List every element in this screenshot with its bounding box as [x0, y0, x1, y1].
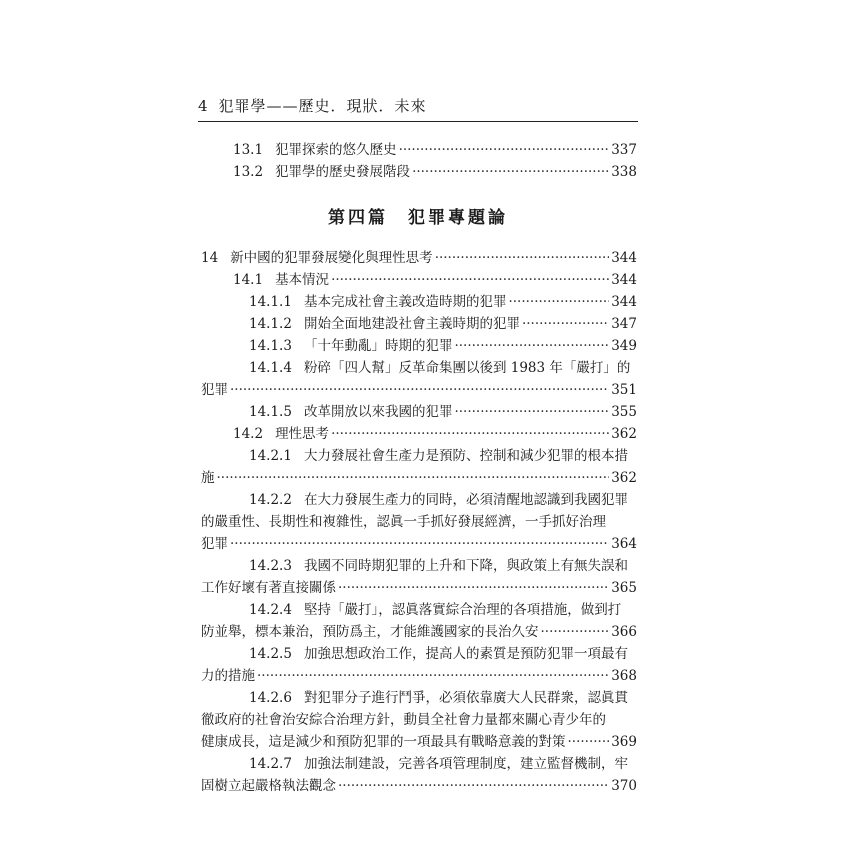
- entry-page: 362: [611, 470, 637, 486]
- toc-entry-14-2-7-cont: [201, 774, 637, 796]
- entry-page: 364: [611, 536, 637, 552]
- header-rule: [198, 121, 638, 122]
- toc-entry-14-2-5-cont: [201, 664, 637, 686]
- entry-title: 開始全面地建設社會主義時期的犯罪: [303, 316, 520, 332]
- dot-leader: [541, 624, 610, 640]
- entry-number: 14.2.2: [249, 492, 292, 508]
- entry-page: 337: [611, 142, 637, 158]
- entry-title-line-2: 施: [201, 470, 215, 486]
- dot-leader: [331, 272, 609, 288]
- entry-page: 344: [611, 250, 637, 266]
- toc-entry-14-1-5: [249, 400, 637, 422]
- dot-leader: [435, 250, 610, 266]
- dot-leader: [508, 294, 609, 310]
- dot-leader: [454, 404, 609, 420]
- toc-entry-14-2-6-cont2: [201, 730, 637, 752]
- dot-leader: [338, 580, 609, 596]
- dot-leader: [399, 142, 610, 158]
- entry-title-line-1: 加強法制建設，完善各項管理制度，建立監督機制，牢: [303, 756, 628, 772]
- entry-title: 新中國的犯罪發展變化與理性思考: [230, 250, 433, 266]
- toc-entry-14-1: [233, 268, 637, 290]
- entry-number: 14.1.2: [249, 316, 292, 332]
- toc-entry-14-2-2-cont2: [201, 532, 637, 554]
- toc-entry-14: [201, 246, 637, 268]
- entry-page: 369: [611, 734, 637, 750]
- entry-title-line-2: 防並舉，標本兼治，預防爲主，才能維護國家的長治久安: [201, 624, 539, 640]
- entry-page: 355: [611, 404, 637, 420]
- entry-page: 368: [611, 668, 637, 684]
- entry-page: 338: [611, 164, 637, 180]
- entry-number: 14.2.6: [249, 690, 292, 706]
- toc-entry-14-2-5: [249, 642, 637, 664]
- entry-title-line-2: 力的措施: [201, 668, 255, 684]
- entry-number: 14.1: [233, 272, 264, 288]
- dot-leader: [454, 338, 609, 354]
- entry-title-line-1: 粉碎「四人幫」反革命集團以後到 1983 年「嚴打」的: [303, 360, 631, 376]
- entry-number: 14.2: [233, 426, 264, 442]
- entry-page: 344: [611, 272, 637, 288]
- entry-title-line-2: 固樹立起嚴格執法觀念: [201, 778, 336, 794]
- dot-leader: [412, 164, 609, 180]
- entry-number: 14.1.5: [249, 404, 292, 420]
- dot-leader: [568, 734, 610, 750]
- entry-title: 改革開放以來我國的犯罪: [303, 404, 453, 420]
- entry-number: 14.1.3: [249, 338, 292, 354]
- toc-entry-14-1-1: [249, 290, 637, 312]
- toc-entry-14-2-1-cont: [201, 466, 637, 488]
- toc-entry-14-2-1: [249, 444, 637, 466]
- entry-number: 13.2: [233, 164, 264, 180]
- dot-leader: [230, 382, 609, 398]
- entry-title: 犯罪探索的悠久歷史: [275, 142, 397, 158]
- entry-number: 14.2.3: [249, 558, 292, 574]
- dot-leader: [522, 316, 609, 332]
- toc-entry-14-2-6-cont: [201, 708, 637, 730]
- toc-entry-14-1-4: [249, 356, 637, 378]
- toc-entry-14-1-3: [249, 334, 637, 356]
- entry-title-line-2: 犯罪: [201, 382, 228, 398]
- toc-entry-14-2-6: [249, 686, 637, 708]
- entry-number: 13.1: [233, 142, 264, 158]
- entry-title: 「十年動亂」時期的犯罪: [303, 338, 453, 354]
- dot-leader: [338, 778, 609, 794]
- toc-entry-14-2-2: [249, 488, 637, 510]
- header-page-number: 4: [198, 97, 209, 115]
- entry-title: 基本情況: [275, 272, 330, 288]
- entry-page: 365: [611, 580, 637, 596]
- entry-title-line-2: 徹政府的社會治安綜合治理方針，動員全社會力量都來關心青少年的: [201, 712, 606, 728]
- toc-entry-14-2-2-cont: [201, 510, 637, 532]
- toc-entry-14-2-7: [249, 752, 637, 774]
- entry-page: 362: [611, 426, 637, 442]
- entry-number: 14.2.1: [249, 448, 292, 464]
- running-header: [198, 95, 638, 116]
- entry-title-line-3: 健康成長，這是減少和預防犯罪的一項最具有戰略意義的對策: [201, 734, 566, 750]
- header-title: 犯罪學——歷史．現狀．未來: [218, 97, 427, 115]
- entry-page: 344: [611, 294, 637, 310]
- dot-leader: [331, 426, 609, 442]
- entry-page: 351: [611, 382, 637, 398]
- entry-page: 347: [611, 316, 637, 332]
- entry-title-line-2: 的嚴重性、長期性和複雜性，認眞一手抓好發展經濟，一手抓好治理: [201, 514, 606, 530]
- entry-title: 理性思考: [275, 426, 330, 442]
- entry-title-line-1: 對犯罪分子進行鬥爭，必須依靠廣大人民群衆，認眞貫: [303, 690, 628, 706]
- entry-title: 基本完成社會主義改造時期的犯罪: [303, 294, 507, 310]
- toc-entry-13-2: [233, 160, 637, 182]
- dot-leader: [217, 470, 610, 486]
- toc-entry-13-1: [233, 138, 637, 160]
- entry-title-line-1: 大力發展社會生產力是預防、控制和減少犯罪的根本措: [303, 448, 628, 464]
- entry-title-line-1: 在大力發展生產力的同時，必須清醒地認識到我國犯罪: [303, 492, 628, 508]
- entry-title-line-2: 工作好壞有著直接關係: [201, 580, 336, 596]
- part-title: 第四篇 犯罪專題論: [328, 208, 508, 228]
- entry-page: 349: [611, 338, 637, 354]
- dot-leader: [230, 536, 609, 552]
- toc-entry-14-2-3: [249, 554, 637, 576]
- entry-number: 14: [201, 250, 219, 266]
- toc-entry-14-2-4-cont: [201, 620, 637, 642]
- dot-leader: [257, 668, 609, 684]
- toc-entry-14-2: [233, 422, 637, 444]
- entry-number: 14.2.4: [249, 602, 292, 618]
- entry-page: 370: [611, 778, 637, 794]
- entry-title-line-3: 犯罪: [201, 536, 228, 552]
- entry-title-line-1: 堅持「嚴打」，認眞落實綜合治理的各項措施，做到打: [303, 602, 622, 618]
- toc-entry-14-2-4: [249, 598, 637, 620]
- entry-number: 14.1.1: [249, 294, 292, 310]
- entry-title: 犯罪學的歷史發展階段: [275, 164, 411, 180]
- entry-number: 14.2.7: [249, 756, 292, 772]
- toc-entry-14-1-2: [249, 312, 637, 334]
- entry-page: 366: [611, 624, 637, 640]
- entry-number: 14.1.4: [249, 360, 292, 376]
- toc-entry-14-2-3-cont: [201, 576, 637, 598]
- entry-title-line-1: 加強思想政治工作，提高人的素質是預防犯罪一項最有: [303, 646, 628, 662]
- entry-number: 14.2.5: [249, 646, 292, 662]
- entry-title-line-1: 我國不同時期犯罪的上升和下降，與政策上有無失誤和: [303, 558, 628, 574]
- toc-entry-14-1-4-cont: [201, 378, 637, 400]
